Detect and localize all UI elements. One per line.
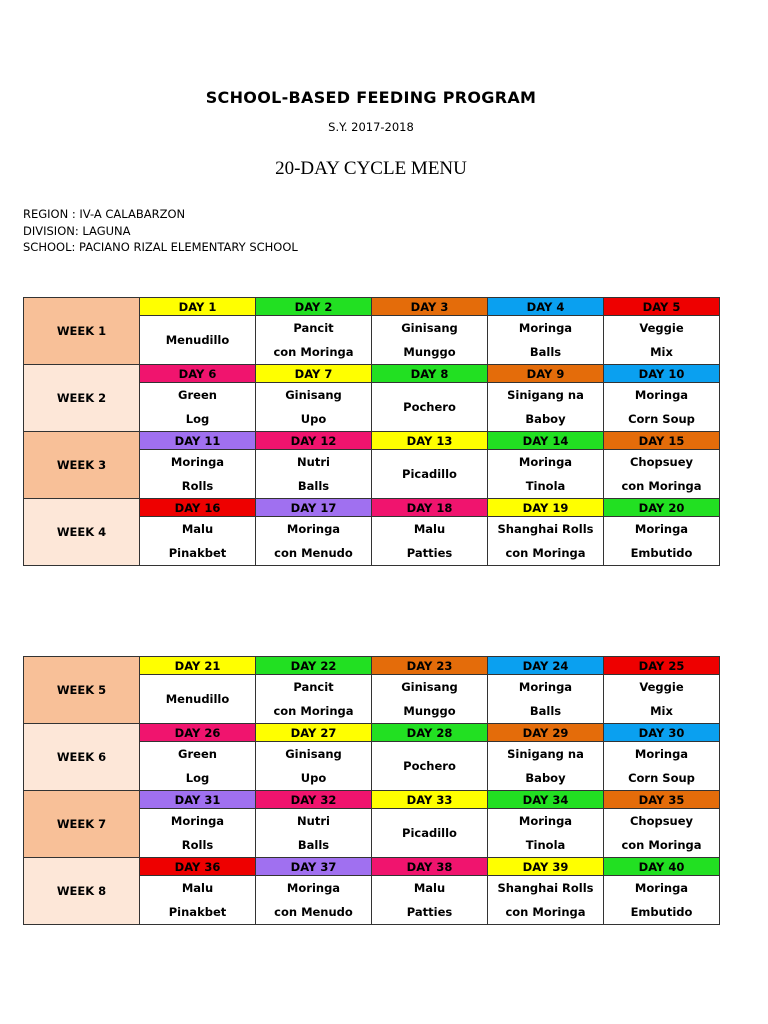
dish-name-line: Chopsuey <box>629 814 694 828</box>
dish-cell <box>140 383 256 432</box>
dish-name-line: Baboy <box>525 771 566 785</box>
day-label: DAY 37 <box>256 858 372 876</box>
day-label: DAY 13 <box>372 432 488 450</box>
dish-name-line: Upo <box>300 412 327 426</box>
day-label: DAY 21 <box>140 657 256 675</box>
dish-cell <box>140 316 256 365</box>
dish-name-line: Balls <box>297 479 330 493</box>
week-day-row <box>24 499 720 517</box>
dish-cell <box>256 383 372 432</box>
dish-name-line: Patties <box>406 905 453 919</box>
dish-name-line: Pinakbet <box>168 546 227 560</box>
dish-cell <box>604 742 720 791</box>
day-label: DAY 15 <box>604 432 720 450</box>
week-label: WEEK 1 <box>24 298 140 365</box>
dish-cell <box>256 675 372 724</box>
dish-name-line: Embutido <box>630 546 693 560</box>
dish-name-line: Green <box>178 388 217 402</box>
school-line: SCHOOL: PACIANO RIZAL ELEMENTARY SCHOOL <box>23 240 298 254</box>
day-label: DAY 6 <box>140 365 256 383</box>
day-label: DAY 19 <box>488 499 604 517</box>
day-label: DAY 11 <box>140 432 256 450</box>
dish-name-line: Picadillo <box>402 467 457 481</box>
dish-cell <box>488 316 604 365</box>
dish-cell <box>604 316 720 365</box>
dish-name-line: Veggie <box>639 321 684 335</box>
day-label: DAY 16 <box>140 499 256 517</box>
dish-name-line: Chopsuey <box>629 455 694 469</box>
day-label: DAY 29 <box>488 724 604 742</box>
day-label: DAY 23 <box>372 657 488 675</box>
dish-cell <box>256 809 372 858</box>
day-label: DAY 35 <box>604 791 720 809</box>
dish-name-line: con Moringa <box>505 905 586 919</box>
day-label: DAY 34 <box>488 791 604 809</box>
dish-name-line: Moringa <box>286 881 341 895</box>
dish-cell <box>488 742 604 791</box>
dish-cell <box>372 517 488 566</box>
dish-name-line: Malu <box>413 522 446 536</box>
dish-name-line: Tinola <box>525 479 566 493</box>
day-label: DAY 22 <box>256 657 372 675</box>
day-label: DAY 10 <box>604 365 720 383</box>
week-label: WEEK 6 <box>24 724 140 791</box>
dish-name-line: Shanghai Rolls <box>497 881 594 895</box>
school-info <box>23 206 298 256</box>
dish-name-line: Moringa <box>286 522 341 536</box>
dish-cell <box>372 316 488 365</box>
day-label: DAY 9 <box>488 365 604 383</box>
week-day-row <box>24 724 720 742</box>
dish-cell <box>372 383 488 432</box>
dish-cell <box>488 809 604 858</box>
division-line: DIVISION: LAGUNA <box>23 223 131 238</box>
day-label: DAY 26 <box>140 724 256 742</box>
day-label: DAY 39 <box>488 858 604 876</box>
dish-name-line: Moringa <box>518 321 573 335</box>
dish-name-line: Corn Soup <box>628 771 695 785</box>
day-label: DAY 12 <box>256 432 372 450</box>
dish-name-line: Rolls <box>181 479 214 493</box>
day-label: DAY 14 <box>488 432 604 450</box>
dish-cell <box>140 809 256 858</box>
dish-name-line: Malu <box>181 522 214 536</box>
dish-name-line: Upo <box>300 771 327 785</box>
week-day-row <box>24 791 720 809</box>
region-line: REGION : IV-A CALABARZON <box>23 207 186 221</box>
dish-name-line: con Moringa <box>621 479 702 493</box>
dish-name-line: Menudillo <box>165 692 230 706</box>
dish-name-line: con Moringa <box>273 704 354 718</box>
dish-name-line: Moringa <box>518 680 573 694</box>
dish-cell <box>140 517 256 566</box>
week-day-row <box>24 365 720 383</box>
menu-table-weeks-5-8 <box>23 656 720 925</box>
dish-name-line: Rolls <box>181 838 214 852</box>
day-label: DAY 3 <box>372 298 488 316</box>
week-day-row <box>24 858 720 876</box>
dish-cell <box>140 675 256 724</box>
dish-cell <box>140 450 256 499</box>
dish-name-line: Log <box>185 412 210 426</box>
day-label: DAY 28 <box>372 724 488 742</box>
dish-cell <box>488 450 604 499</box>
dish-cell <box>604 809 720 858</box>
dish-cell <box>256 316 372 365</box>
menu-table-weeks-1-4 <box>23 297 720 566</box>
dish-cell <box>372 675 488 724</box>
dish-cell <box>256 450 372 499</box>
dish-name-line: Pochero <box>403 759 456 773</box>
dish-name-line: Pochero <box>403 400 456 414</box>
day-label: DAY 5 <box>604 298 720 316</box>
dish-cell <box>488 876 604 925</box>
day-label: DAY 30 <box>604 724 720 742</box>
dish-name-line: Pancit <box>293 680 334 694</box>
dish-name-line: Pancit <box>293 321 334 335</box>
dish-cell <box>604 675 720 724</box>
week-day-row <box>24 432 720 450</box>
dish-cell <box>604 517 720 566</box>
dish-name-line: Ginisang <box>401 321 458 335</box>
dish-cell <box>604 876 720 925</box>
day-label: DAY 2 <box>256 298 372 316</box>
week-day-row <box>24 298 720 316</box>
dish-name-line: Balls <box>529 345 562 359</box>
dish-name-line: Munggo <box>403 345 456 359</box>
day-label: DAY 38 <box>372 858 488 876</box>
dish-name-line: Tinola <box>525 838 566 852</box>
dish-cell <box>256 742 372 791</box>
dish-name-line: Mix <box>650 704 673 718</box>
document-title: SCHOOL-BASED FEEDING PROGRAM <box>205 88 537 107</box>
dish-name-line: Patties <box>406 546 453 560</box>
dish-name-line: Ginisang <box>285 388 342 402</box>
dish-name-line: Ginisang <box>401 680 458 694</box>
day-label: DAY 40 <box>604 858 720 876</box>
dish-name-line: Green <box>178 747 217 761</box>
dish-cell <box>140 876 256 925</box>
dish-name-line: Baboy <box>525 412 566 426</box>
dish-cell <box>372 876 488 925</box>
dish-name-line: Veggie <box>639 680 684 694</box>
dish-name-line: con Moringa <box>273 345 354 359</box>
school-year: S.Y. 2017-2018 <box>328 120 414 134</box>
dish-name-line: Moringa <box>170 455 225 469</box>
dish-name-line: Moringa <box>634 747 689 761</box>
dish-name-line: Moringa <box>518 455 573 469</box>
dish-name-line: Moringa <box>634 388 689 402</box>
dish-cell <box>488 675 604 724</box>
dish-name-line: Moringa <box>634 522 689 536</box>
week-label: WEEK 7 <box>24 791 140 858</box>
week-label: WEEK 8 <box>24 858 140 925</box>
dish-name-line: Munggo <box>403 704 456 718</box>
dish-name-line: Moringa <box>518 814 573 828</box>
dish-cell <box>488 517 604 566</box>
dish-name-line: Embutido <box>630 905 693 919</box>
dish-name-line: Picadillo <box>402 826 457 840</box>
dish-name-line: Log <box>185 771 210 785</box>
day-label: DAY 32 <box>256 791 372 809</box>
dish-name-line: Moringa <box>170 814 225 828</box>
day-label: DAY 18 <box>372 499 488 517</box>
cycle-menu-title: 20-DAY CYCLE MENU <box>275 158 467 179</box>
dish-name-line: Malu <box>413 881 446 895</box>
dish-name-line: con Menudo <box>274 546 353 560</box>
dish-name-line: Pinakbet <box>168 905 227 919</box>
day-label: DAY 7 <box>256 365 372 383</box>
week-label: WEEK 4 <box>24 499 140 566</box>
dish-name-line: Mix <box>650 345 673 359</box>
dish-cell <box>372 742 488 791</box>
day-label: DAY 17 <box>256 499 372 517</box>
week-label: WEEK 5 <box>24 657 140 724</box>
dish-name-line: Balls <box>297 838 330 852</box>
dish-cell <box>604 383 720 432</box>
day-label: DAY 25 <box>604 657 720 675</box>
dish-name-line: Shanghai Rolls <box>497 522 594 536</box>
day-label: DAY 20 <box>604 499 720 517</box>
dish-name-line: Menudillo <box>165 333 230 347</box>
dish-name-line: Corn Soup <box>628 412 695 426</box>
dish-name-line: Moringa <box>634 881 689 895</box>
dish-name-line: con Moringa <box>621 838 702 852</box>
dish-cell <box>140 742 256 791</box>
day-label: DAY 27 <box>256 724 372 742</box>
dish-cell <box>372 809 488 858</box>
dish-cell <box>488 383 604 432</box>
week-day-row <box>24 657 720 675</box>
dish-cell <box>604 450 720 499</box>
dish-name-line: Sinigang na <box>507 747 584 761</box>
dish-name-line: Sinigang na <box>507 388 584 402</box>
day-label: DAY 36 <box>140 858 256 876</box>
dish-name-line: Nutri <box>297 814 330 828</box>
dish-name-line: Malu <box>181 881 214 895</box>
dish-name-line: con Moringa <box>505 546 586 560</box>
day-label: DAY 1 <box>140 298 256 316</box>
dish-cell <box>256 876 372 925</box>
week-label: WEEK 3 <box>24 432 140 499</box>
dish-name-line: con Menudo <box>274 905 353 919</box>
day-label: DAY 4 <box>488 298 604 316</box>
dish-name-line: Balls <box>529 704 562 718</box>
day-label: DAY 31 <box>140 791 256 809</box>
day-label: DAY 24 <box>488 657 604 675</box>
dish-cell <box>372 450 488 499</box>
dish-cell <box>256 517 372 566</box>
dish-name-line: Ginisang <box>285 747 342 761</box>
week-label: WEEK 2 <box>24 365 140 432</box>
day-label: DAY 33 <box>372 791 488 809</box>
dish-name-line: Nutri <box>297 455 330 469</box>
day-label: DAY 8 <box>372 365 488 383</box>
